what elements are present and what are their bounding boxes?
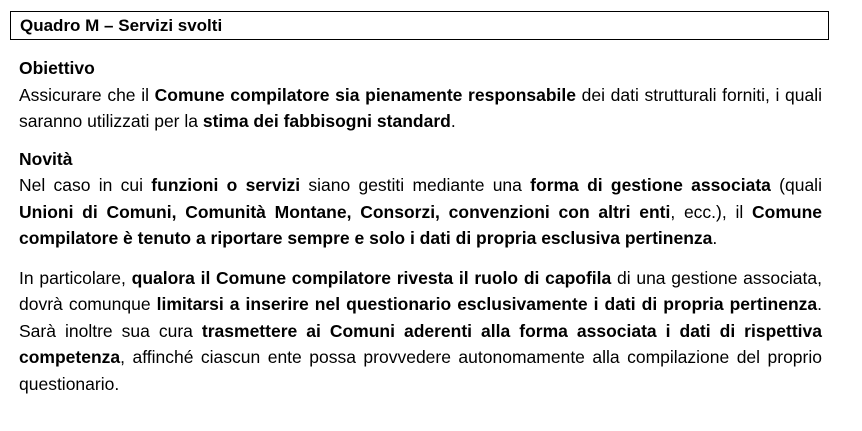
news-heading: Novità bbox=[19, 148, 73, 169]
objective-paragraph bbox=[19, 82, 822, 135]
text-run: (quali bbox=[770, 175, 822, 195]
news-paragraph-1 bbox=[19, 172, 822, 252]
text-run: . Sarà inoltre sua cura bbox=[19, 294, 822, 341]
text-run: dei dati strutturali forniti, i quali saranno utilizzati per la bbox=[19, 84, 822, 131]
bold-text-run: stima dei fabbisogni standard bbox=[202, 111, 451, 131]
text-run: In particolare, bbox=[19, 267, 132, 288]
section-title: Quadro M – Servizi svolti bbox=[10, 11, 829, 40]
text-run: Assicurare che il bbox=[19, 84, 155, 105]
text-run: Nel caso in cui bbox=[19, 175, 152, 195]
text-run: di una gestione associata, dovrà comunque bbox=[19, 267, 822, 314]
bold-text-run: Comune compilatore è tenuto a riportare sempre e solo i dati di propria esclusiva pertinenza bbox=[19, 201, 823, 248]
bold-text-run: Comune compilatore sia pienamente responsabile bbox=[154, 84, 576, 105]
text-run: siano gestiti mediante una bbox=[300, 175, 531, 195]
text-run: , ecc.), il bbox=[670, 201, 753, 222]
text-run: . bbox=[450, 111, 456, 131]
objective-heading: Obiettivo bbox=[19, 58, 95, 78]
bold-text-run: funzioni o servizi bbox=[151, 175, 301, 195]
text-run: . bbox=[712, 228, 718, 248]
bold-text-run: trasmettere ai Comuni aderenti alla forma associata i dati di rispettiva competenza bbox=[19, 320, 822, 367]
bold-text-run: forma di gestione associata bbox=[530, 175, 771, 195]
bold-text-run: qualora il Comune compilatore rivesta il ruolo di capofila bbox=[131, 267, 612, 288]
bold-text-run: Unioni di Comuni, Comunità Montane, Consorzi, convenzioni con altri enti bbox=[19, 201, 671, 222]
bold-text-run: limitarsi a inserire nel questionario esclusivamente i dati di propria pertinenza bbox=[156, 294, 818, 314]
text-run: , affinché ciascun ente possa provvedere autonomamente alla compilazione del proprio questionario. bbox=[19, 347, 822, 394]
news-paragraph-2 bbox=[19, 265, 822, 398]
document-body bbox=[19, 55, 822, 397]
